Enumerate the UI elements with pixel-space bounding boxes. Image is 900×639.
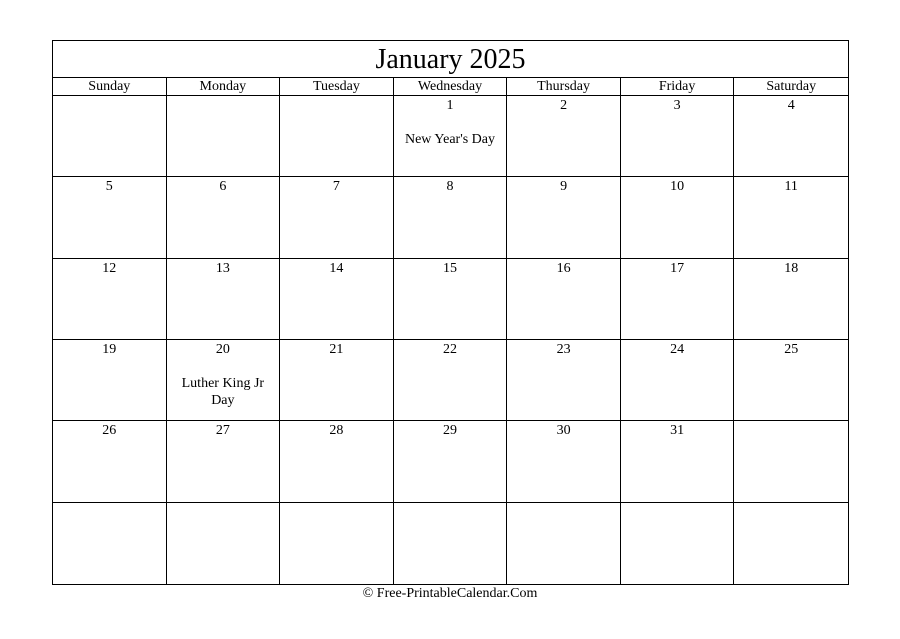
day-cell	[53, 340, 167, 421]
weekday-wednesday: Wednesday	[394, 78, 508, 95]
day-cell	[734, 340, 848, 421]
day-number	[280, 98, 393, 114]
day-cell	[734, 503, 848, 584]
day-number: 16	[556, 260, 571, 276]
day-number	[734, 423, 848, 439]
day-number	[621, 505, 734, 521]
day-number: 19	[102, 342, 117, 357]
day-number: 12	[102, 260, 117, 276]
day-number: 24	[670, 342, 685, 357]
day-cell	[167, 177, 281, 258]
day-cell	[734, 96, 848, 177]
day-number: 3	[673, 98, 681, 113]
day-number: 17	[670, 260, 685, 276]
day-number: 29	[442, 423, 457, 439]
day-number: 13	[215, 260, 230, 276]
day-cell	[167, 340, 281, 421]
copyright-footer: © Free-PrintableCalendar.Com	[362, 586, 538, 601]
day-number	[53, 98, 166, 114]
day-number: 15	[442, 260, 457, 276]
day-number: 31	[670, 423, 685, 439]
day-cell	[53, 421, 167, 502]
day-cell	[621, 259, 735, 340]
day-number: 4	[787, 98, 795, 113]
day-cell	[280, 177, 394, 258]
day-cell	[280, 340, 394, 421]
day-number: 23	[556, 342, 571, 357]
day-cell	[394, 503, 508, 584]
day-cell	[621, 96, 735, 177]
day-number: 10	[670, 179, 685, 195]
day-cell	[507, 259, 621, 340]
day-cell	[53, 503, 167, 584]
day-number: 28	[329, 423, 344, 439]
day-number: 2	[560, 98, 568, 113]
day-cell	[280, 503, 394, 584]
day-cell	[507, 340, 621, 421]
weekday-sunday: Sunday	[53, 78, 167, 95]
day-number	[167, 98, 280, 114]
day-cell	[394, 340, 508, 421]
day-cell	[621, 340, 735, 421]
weekday-saturday: Saturday	[766, 79, 817, 94]
day-number: 18	[784, 260, 799, 276]
day-cell	[507, 421, 621, 502]
holiday-label: New Year's Day	[404, 132, 495, 147]
day-number: 27	[215, 423, 230, 439]
day-number: 6	[219, 179, 227, 195]
day-number: 1	[446, 98, 454, 113]
day-cell	[53, 96, 167, 177]
day-cell	[53, 259, 167, 340]
day-cell	[167, 96, 281, 177]
day-cell	[280, 96, 394, 177]
day-cell	[167, 421, 281, 502]
weekday-monday: Monday	[167, 78, 281, 95]
weekday-tuesday: Tuesday	[280, 78, 394, 95]
day-cell	[53, 177, 167, 258]
day-cell	[621, 421, 735, 502]
day-number: 26	[102, 423, 117, 439]
day-grid	[53, 96, 848, 584]
day-number	[507, 505, 620, 521]
day-cell	[507, 177, 621, 258]
day-cell	[394, 96, 508, 177]
day-number: 25	[784, 342, 799, 357]
holiday-label: Luther King Jr Day	[181, 376, 265, 408]
day-cell	[734, 421, 848, 502]
day-number: 22	[442, 342, 457, 357]
day-number: 5	[105, 179, 113, 195]
day-cell	[507, 503, 621, 584]
day-number	[280, 505, 393, 521]
day-cell	[167, 503, 281, 584]
day-number: 14	[329, 260, 344, 276]
day-number	[734, 505, 848, 521]
weekday-header-row	[53, 78, 848, 96]
day-number: 20	[215, 342, 230, 357]
calendar	[52, 40, 849, 585]
calendar-title: January 2025	[53, 41, 848, 78]
day-cell	[167, 259, 281, 340]
day-number: 7	[332, 179, 340, 195]
day-number: 11	[784, 179, 798, 195]
weekday-thursday: Thursday	[507, 78, 621, 95]
day-number	[394, 505, 507, 521]
day-cell	[734, 259, 848, 340]
day-cell	[621, 503, 735, 584]
day-cell	[734, 177, 848, 258]
day-cell	[621, 177, 735, 258]
day-cell	[280, 421, 394, 502]
day-number	[167, 505, 280, 521]
day-cell	[280, 259, 394, 340]
day-number: 8	[446, 179, 454, 195]
weekday-friday: Friday	[621, 78, 735, 95]
day-number: 21	[329, 342, 344, 357]
day-cell	[394, 421, 508, 502]
day-number	[53, 505, 166, 521]
day-cell	[507, 96, 621, 177]
day-cell	[394, 259, 508, 340]
day-cell	[394, 177, 508, 258]
day-number: 9	[560, 179, 568, 195]
day-number: 30	[556, 423, 571, 439]
